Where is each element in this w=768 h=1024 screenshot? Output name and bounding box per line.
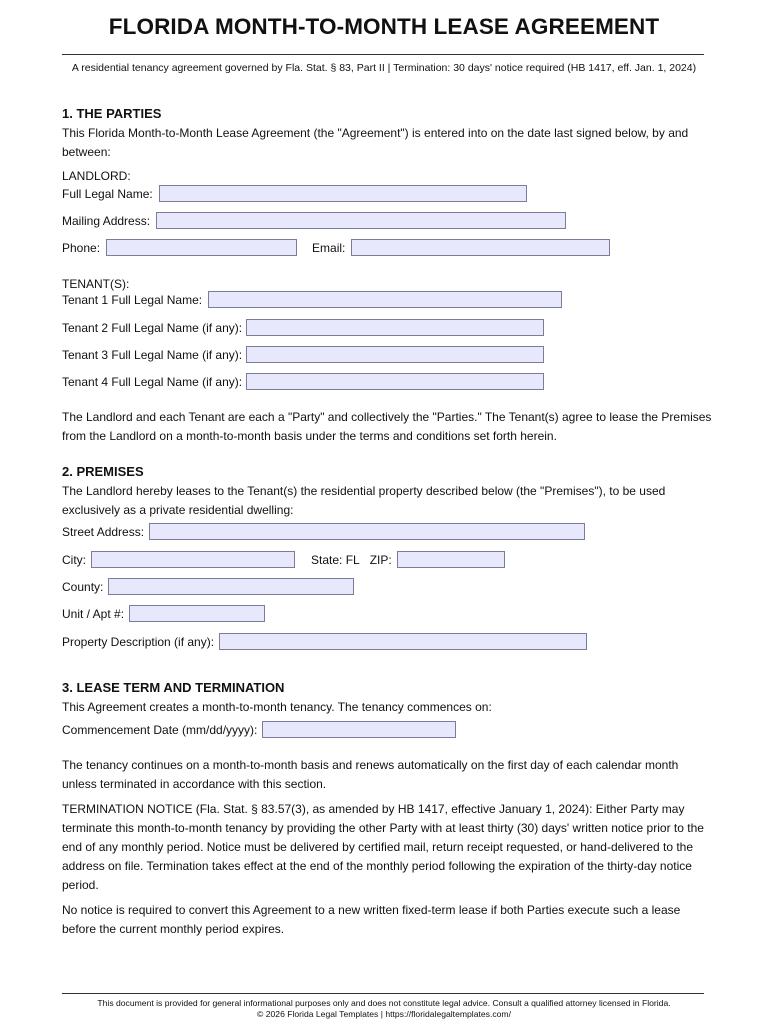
city-field[interactable] bbox=[91, 551, 295, 568]
tenant3-row bbox=[62, 346, 544, 363]
phone-label: Phone: bbox=[62, 240, 101, 255]
landlord-name-field[interactable] bbox=[159, 185, 527, 202]
zip-field[interactable] bbox=[397, 551, 505, 568]
section-heading: 3. LEASE TERM AND TERMINATION bbox=[62, 680, 285, 695]
county-row bbox=[62, 578, 354, 595]
street-address-row bbox=[62, 523, 585, 540]
tenant4-name-field[interactable] bbox=[246, 373, 544, 390]
street-address-field[interactable] bbox=[149, 523, 585, 540]
mailing-address-row bbox=[62, 212, 566, 229]
unit-field[interactable] bbox=[129, 605, 265, 622]
section-heading: 2. PREMISES bbox=[62, 464, 144, 479]
no-notice-paragraph: No notice is required to convert this Agreement to a new written fixed-term lease if both Parties execute such a lease before the current monthly period expires. bbox=[62, 903, 681, 936]
unit-row bbox=[62, 605, 265, 622]
section-lease-term bbox=[62, 680, 712, 717]
email-label: Email: bbox=[312, 240, 346, 255]
tenant4-row bbox=[62, 373, 544, 390]
mailing-address-field[interactable] bbox=[156, 212, 566, 229]
property-description-label: Property Description (if any): bbox=[62, 634, 215, 649]
tenant1-label: Tenant 1 Full Legal Name: bbox=[62, 292, 203, 307]
phone-email-row bbox=[62, 239, 610, 256]
section-premises bbox=[62, 464, 712, 520]
tenant2-label: Tenant 2 Full Legal Name (if any): bbox=[62, 320, 243, 335]
term-body bbox=[62, 756, 712, 939]
footer-copyright: © 2026 Florida Legal Templates | https://floridalegaltemplates.com/ bbox=[257, 1009, 511, 1019]
tenant3-label: Tenant 3 Full Legal Name (if any): bbox=[62, 347, 243, 362]
landlord-name-row bbox=[62, 185, 527, 202]
document-subtitle: A residential tenancy agreement governed by Fla. Stat. § 83, Part II | Termination: 30 days' notice required (HB 1417, eff. Jan. 1, 2024) bbox=[71, 62, 697, 74]
footer-divider bbox=[62, 993, 704, 994]
phone-field[interactable] bbox=[106, 239, 297, 256]
city-state-zip-row bbox=[62, 551, 505, 568]
email-field[interactable] bbox=[351, 239, 610, 256]
tenant1-name-field[interactable] bbox=[208, 291, 562, 308]
parties-closing: The Landlord and each Tenant are each a "Party" and collectively the "Parties." The Tenant(s) agree to lease the Premises from the Landlord on a month-to-month basis under the terms and conditions set forth herein. bbox=[62, 410, 712, 443]
unit-label: Unit / Apt #: bbox=[62, 606, 125, 621]
section-heading: 1. THE PARTIES bbox=[62, 106, 162, 121]
document-title: FLORIDA MONTH-TO-MONTH LEASE AGREEMENT bbox=[108, 14, 660, 39]
county-label: County: bbox=[62, 579, 104, 594]
tenants-label: TENANT(S): bbox=[62, 277, 130, 291]
county-field[interactable] bbox=[108, 578, 354, 595]
parties-closing-block bbox=[62, 408, 712, 446]
premises-intro: The Landlord hereby leases to the Tenant(s) the residential property described below (the "Premises"), to be used exclusively as a private residential dwelling: bbox=[62, 484, 666, 517]
parties-intro: This Florida Month-to-Month Lease Agreement (the "Agreement") is entered into on the date last signed below, by and between: bbox=[62, 126, 689, 159]
commencement-date-field[interactable] bbox=[262, 721, 456, 738]
commencement-label: Commencement Date (mm/dd/yyyy): bbox=[62, 722, 258, 737]
renewal-paragraph: The tenancy continues on a month-to-month basis and renews automatically on the first day of each calendar month unless terminated in accordance with this section. bbox=[62, 758, 679, 791]
street-address-label: Street Address: bbox=[62, 524, 145, 539]
mailing-address-label: Mailing Address: bbox=[62, 213, 151, 228]
property-description-field[interactable] bbox=[219, 633, 587, 650]
zip-label: ZIP: bbox=[369, 552, 392, 567]
tenant2-row bbox=[62, 319, 544, 336]
property-description-row bbox=[62, 633, 587, 650]
state-label: State: FL bbox=[311, 552, 360, 567]
footer-disclaimer: This document is provided for general informational purposes only and does not constitute legal advice. Consult a qualified attorney licensed in Florida. bbox=[97, 998, 671, 1008]
tenant2-name-field[interactable] bbox=[246, 319, 544, 336]
title-divider bbox=[62, 54, 704, 55]
tenant4-label: Tenant 4 Full Legal Name (if any): bbox=[62, 374, 243, 389]
section-parties bbox=[62, 106, 712, 162]
term-intro: This Agreement creates a month-to-month tenancy. The tenancy commences on: bbox=[62, 700, 492, 714]
landlord-label: LANDLORD: bbox=[62, 169, 131, 183]
city-label: City: bbox=[62, 552, 86, 567]
termination-notice-paragraph: TERMINATION NOTICE (Fla. Stat. § 83.57(3), as amended by HB 1417, effective January 1, 2024): Either Party may terminate this month-to-month tenancy by providing the other Party with at least thirty (30) days' written notice prior to the end of any monthly period. Notice must be delivered by certified mail, return receipt requested, or hand-delivered to the address on file. Termination takes effect at the end of the monthly period following the expiration of the thirty-day notice period. bbox=[62, 802, 704, 892]
tenant3-name-field[interactable] bbox=[246, 346, 544, 363]
tenant1-row bbox=[62, 291, 562, 308]
landlord-name-label: Full Legal Name: bbox=[62, 186, 153, 201]
commencement-row bbox=[62, 721, 456, 738]
